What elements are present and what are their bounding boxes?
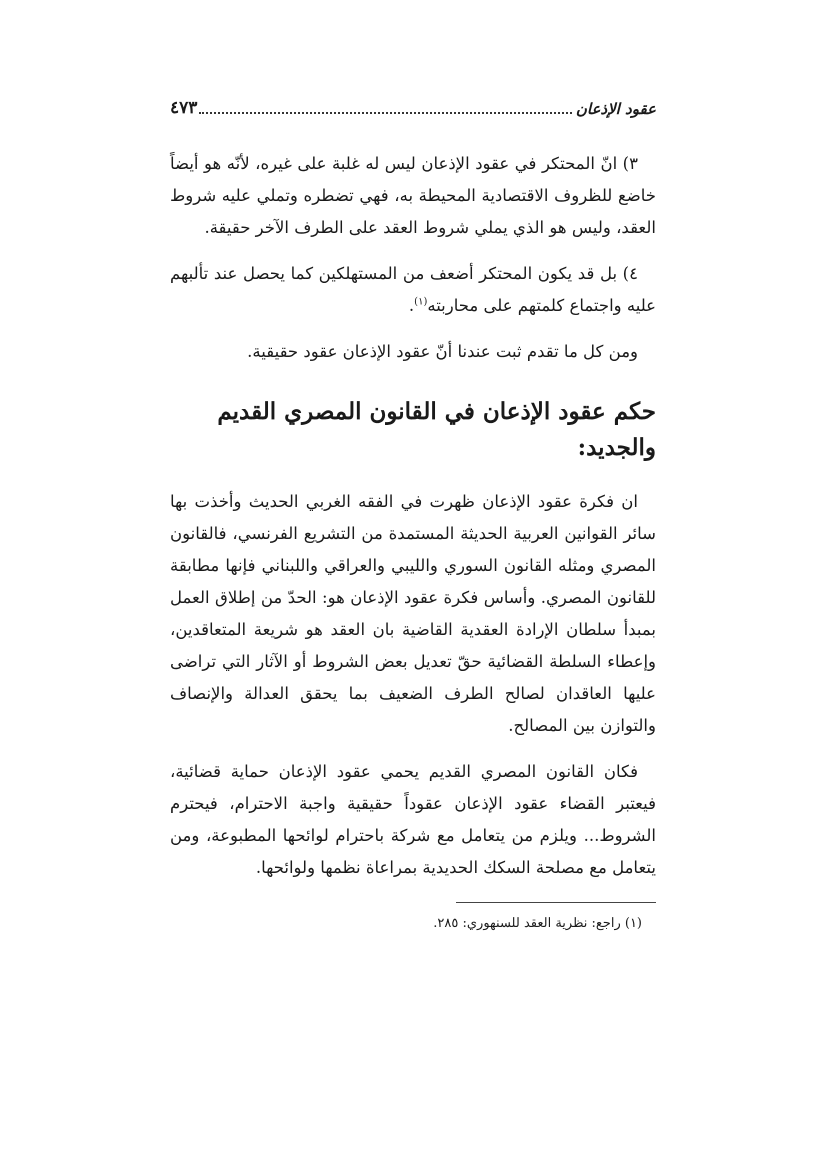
book-page	[170, 88, 656, 935]
section-paragraph-2: فكان القانون المصري القديم يحمي عقود الإذعان حماية قضائية، فيعتبر القضاء عقود الإذعان عقوداً حقيقية واجبة الاحترام، فيحترم الشروط... ويلزم من يتعامل مع شركة باحترام لوائحها المطبوعة، ومن يتعامل مع مصلحة السكك الحديدية بمراعاة نظمها ولوائحها.	[170, 762, 656, 877]
footnote: (١) راجع: نظرية العقد للسنهوري: ٢٨٥.	[433, 916, 642, 931]
paragraph-point-4-text: ٤) بل قد يكون المحتكر أضعف من المستهلكين كما يحصل عند تألبهم عليه واجتماع كلمتهم على محاربته	[170, 264, 656, 315]
footnote-reference[interactable]: (١)	[414, 296, 428, 308]
section-heading: حكم عقود الإذعان في القانون المصري القديم والجديد:	[217, 398, 656, 461]
page-number: ٤٧٣	[170, 98, 198, 118]
paragraph-point-4-end: .	[408, 296, 415, 315]
header-dot-leader	[199, 112, 571, 114]
body-text	[170, 148, 656, 935]
paragraph-point-4	[170, 258, 656, 322]
footnote-separator	[456, 902, 656, 903]
conclusion-paragraph: ومن كل ما تقدم ثبت عندنا أنّ عقود الإذعان عقود حقيقية.	[247, 342, 638, 361]
page-header	[170, 88, 656, 118]
paragraph-point-3: ٣) انّ المحتكر في عقود الإذعان ليس له غلبة على غيره، لأنّه هو أيضاً خاضع للظروف الاقتصادية المحيطة به، فهي تضطره وتملي عليه شروط العقد، وليس هو الذي يملي شروط العقد على الطرف الآخر حقيقة.	[170, 154, 656, 237]
section-paragraph-1: ان فكرة عقود الإذعان ظهرت في الفقه الغربي الحديث وأخذت بها سائر القوانين العربية الحديثة المستمدة من التشريع الفرنسي، فالقانون المصري ومثله القانون السوري والليبي والعراقي واللبناني فإنها مطابقة للقانون المصري. وأساس فكرة عقود الإذعان هو: الحدّ من إطلاق العمل بمبدأ سلطان الإرادة العقدية القاضية بان العقد هو شريعة المتعاقدين، وإعطاء السلطة القضائية حقّ تعديل بعض الشروط أو الآثار التي تراضى عليها العاقدان لصالح الطرف الضعيف بما يحقق العدالة والإنصاف والتوازن بين المصالح.	[170, 492, 656, 735]
running-title: عقود الإذعان	[575, 100, 656, 118]
